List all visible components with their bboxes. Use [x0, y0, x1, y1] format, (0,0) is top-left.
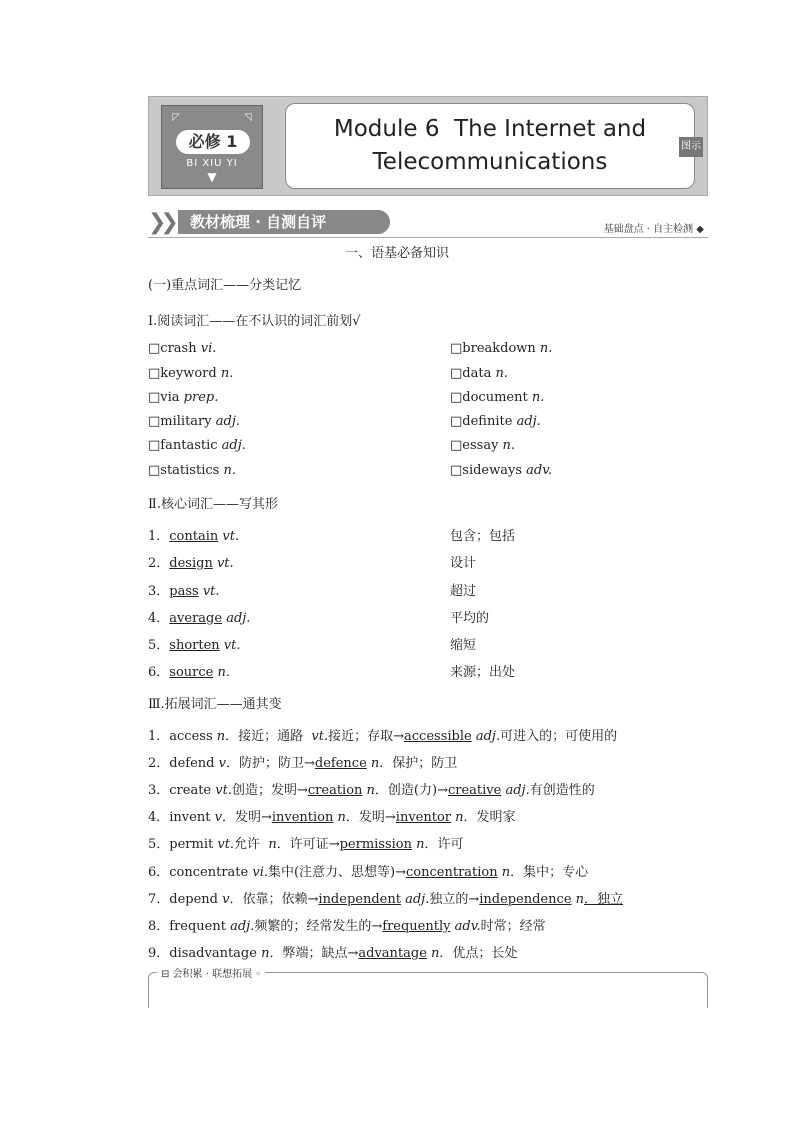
chevron-right-icon: ❯❯ — [148, 210, 173, 235]
accumulate-box-label: ⊟ 会积累 · 联想拓展 ◦ — [157, 965, 265, 980]
module-title-box — [285, 103, 695, 189]
reading-left-item: □keyword n. — [148, 366, 234, 381]
badge-pinyin: BI XIU YI — [186, 158, 238, 169]
ext-item: 1．access n．接近；通路 vt.接近；存取→accessible adj.可进入的；可使用的 — [148, 729, 618, 744]
book-badge — [161, 105, 263, 189]
reading-left-item: □via prep. — [148, 390, 219, 405]
sub-heading-1: (一)重点词汇——分类记忆 — [148, 278, 302, 293]
reading-left-item: □fantastic adj. — [148, 438, 246, 453]
ext-item: 8．frequent adj.频繁的；经常发生的→frequently adv.时常；经常 — [148, 919, 546, 934]
badge-title: 必修 1 — [176, 130, 250, 154]
core-meaning: 超过 — [450, 584, 477, 599]
core-heading: Ⅱ.核心词汇——写其形 — [148, 497, 278, 512]
reading-right-item: □definite adj. — [450, 414, 541, 429]
accumulate-box — [148, 969, 708, 1008]
ext-item: 2．defend v．防护；防卫→defence n．保护；防卫 — [148, 756, 458, 771]
core-meaning: 缩短 — [450, 638, 477, 653]
section-bar — [148, 208, 708, 238]
badge-arrow-icon: ▼ — [207, 170, 217, 184]
module-title-line2: Telecommunications — [372, 149, 608, 175]
module-banner — [148, 96, 708, 196]
reading-right-item: □document n. — [450, 390, 545, 405]
section-right-tag: 基础盘点 · 自主检测 ◆ — [603, 224, 704, 235]
reading-heading: Ⅰ.阅读词汇——在不认识的词汇前划√ — [148, 314, 361, 329]
ext-item: 4．invent v．发明→invention n．发明→inventor n．发明家 — [148, 810, 516, 825]
ext-heading: Ⅲ.拓展词汇——通其变 — [148, 697, 282, 712]
section-pill: 教材梳理 · 自测自评 — [178, 210, 390, 234]
reading-right-item: □essay n. — [450, 438, 516, 453]
core-item: 5．shorten vt. — [148, 638, 241, 653]
reading-left-item: □statistics n. — [148, 463, 236, 478]
core-item: 4．average adj. — [148, 611, 251, 626]
reading-left-item: □crash vi. — [148, 341, 217, 356]
module-title — [310, 113, 670, 179]
badge-corner-left-icon: ◸ — [172, 112, 180, 123]
core-item: 1．contain vt. — [148, 529, 240, 544]
ext-item: 5．permit vt.允许 n．许可证→permission n．许可 — [148, 837, 464, 852]
core-meaning: 包含；包括 — [450, 529, 516, 544]
core-meaning: 来源；出处 — [450, 665, 516, 680]
ext-item: 6．concentrate vi.集中(注意力、思想等)→concentration n．集中；专心 — [148, 865, 589, 880]
reading-left-item: □military adj. — [148, 414, 240, 429]
part-title: 一、语基必备知识 — [344, 246, 449, 261]
core-meaning: 平均的 — [450, 611, 490, 626]
module-title-line1: Module 6 The Internet and — [333, 116, 647, 142]
ext-item: 9．disadvantage n．弊端；缺点→advantage n．优点；长处 — [148, 946, 518, 961]
core-meaning: 设计 — [450, 556, 477, 571]
core-item: 2．design vt. — [148, 556, 234, 571]
reading-right-item: □sideways adv. — [450, 463, 553, 478]
core-item: 6．source n. — [148, 665, 230, 680]
ext-item: 7．depend v．依靠；依赖→independent adj.独立的→independence n．独立 — [148, 892, 624, 907]
badge-corner-right-icon: ◹ — [244, 112, 252, 123]
core-item: 3．pass vt. — [148, 584, 220, 599]
reading-right-item: □breakdown n. — [450, 341, 553, 356]
image-icon: 图示 — [679, 137, 703, 157]
reading-right-item: □data n. — [450, 366, 508, 381]
ext-item: 3．create vt.创造；发明→creation n．创造(力)→creative adj.有创造性的 — [148, 783, 595, 798]
